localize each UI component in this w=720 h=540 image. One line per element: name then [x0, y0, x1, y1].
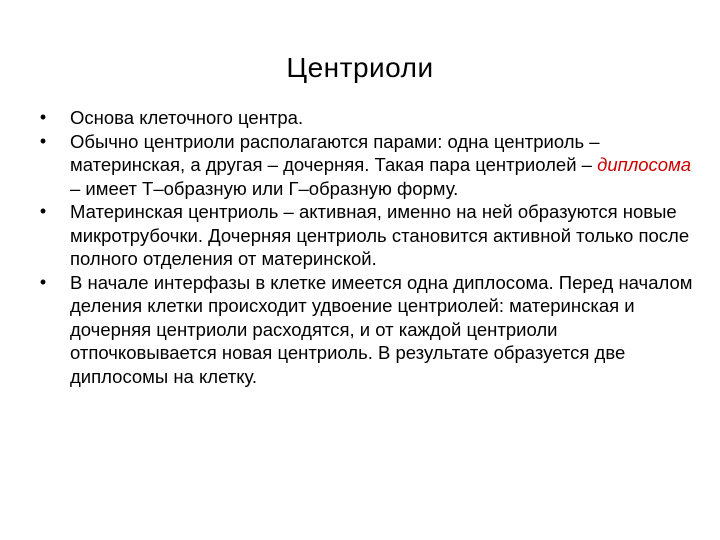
bullet-text: В начале интерфазы в клетке имеется одна диплосома. Перед началом деления клетки происходит удвоение центриолей: материнская и дочерняя центриоли расходятся, и от каждой центриоли отпочковывается новая центриоль. В результате образуется две диплосомы на клетку. — [70, 271, 693, 387]
bullet-item — [36, 200, 696, 271]
bullet-list — [36, 106, 696, 388]
bullet-item — [36, 271, 696, 389]
bullet-item — [36, 106, 696, 130]
bullet-dot-icon: • — [39, 201, 47, 221]
bullet-text: Материнская центриоль – активная, именно на ней образуются новые микротрубочки. Дочерняя центриоль становится активной только после полного отделения от материнской. — [70, 201, 690, 269]
highlighted-term: диплосома — [597, 154, 692, 175]
slide-title: Центриоли — [286, 52, 434, 83]
bullet-dot-icon: • — [39, 107, 47, 127]
bullet-text-before: Обычно центриоли располагаются парами: одна центриоль – материнская, а другая – дочерняя. Такая пара центриолей – — [70, 130, 600, 175]
bullet-item — [36, 130, 696, 201]
bullet-dot-icon: • — [39, 271, 47, 292]
bullet-dot-icon: • — [39, 130, 47, 151]
bullet-text-after: – имеет Т–образную или Г–образную форму. — [70, 177, 459, 199]
bullet-text: Основа клеточного центра. — [70, 107, 304, 128]
